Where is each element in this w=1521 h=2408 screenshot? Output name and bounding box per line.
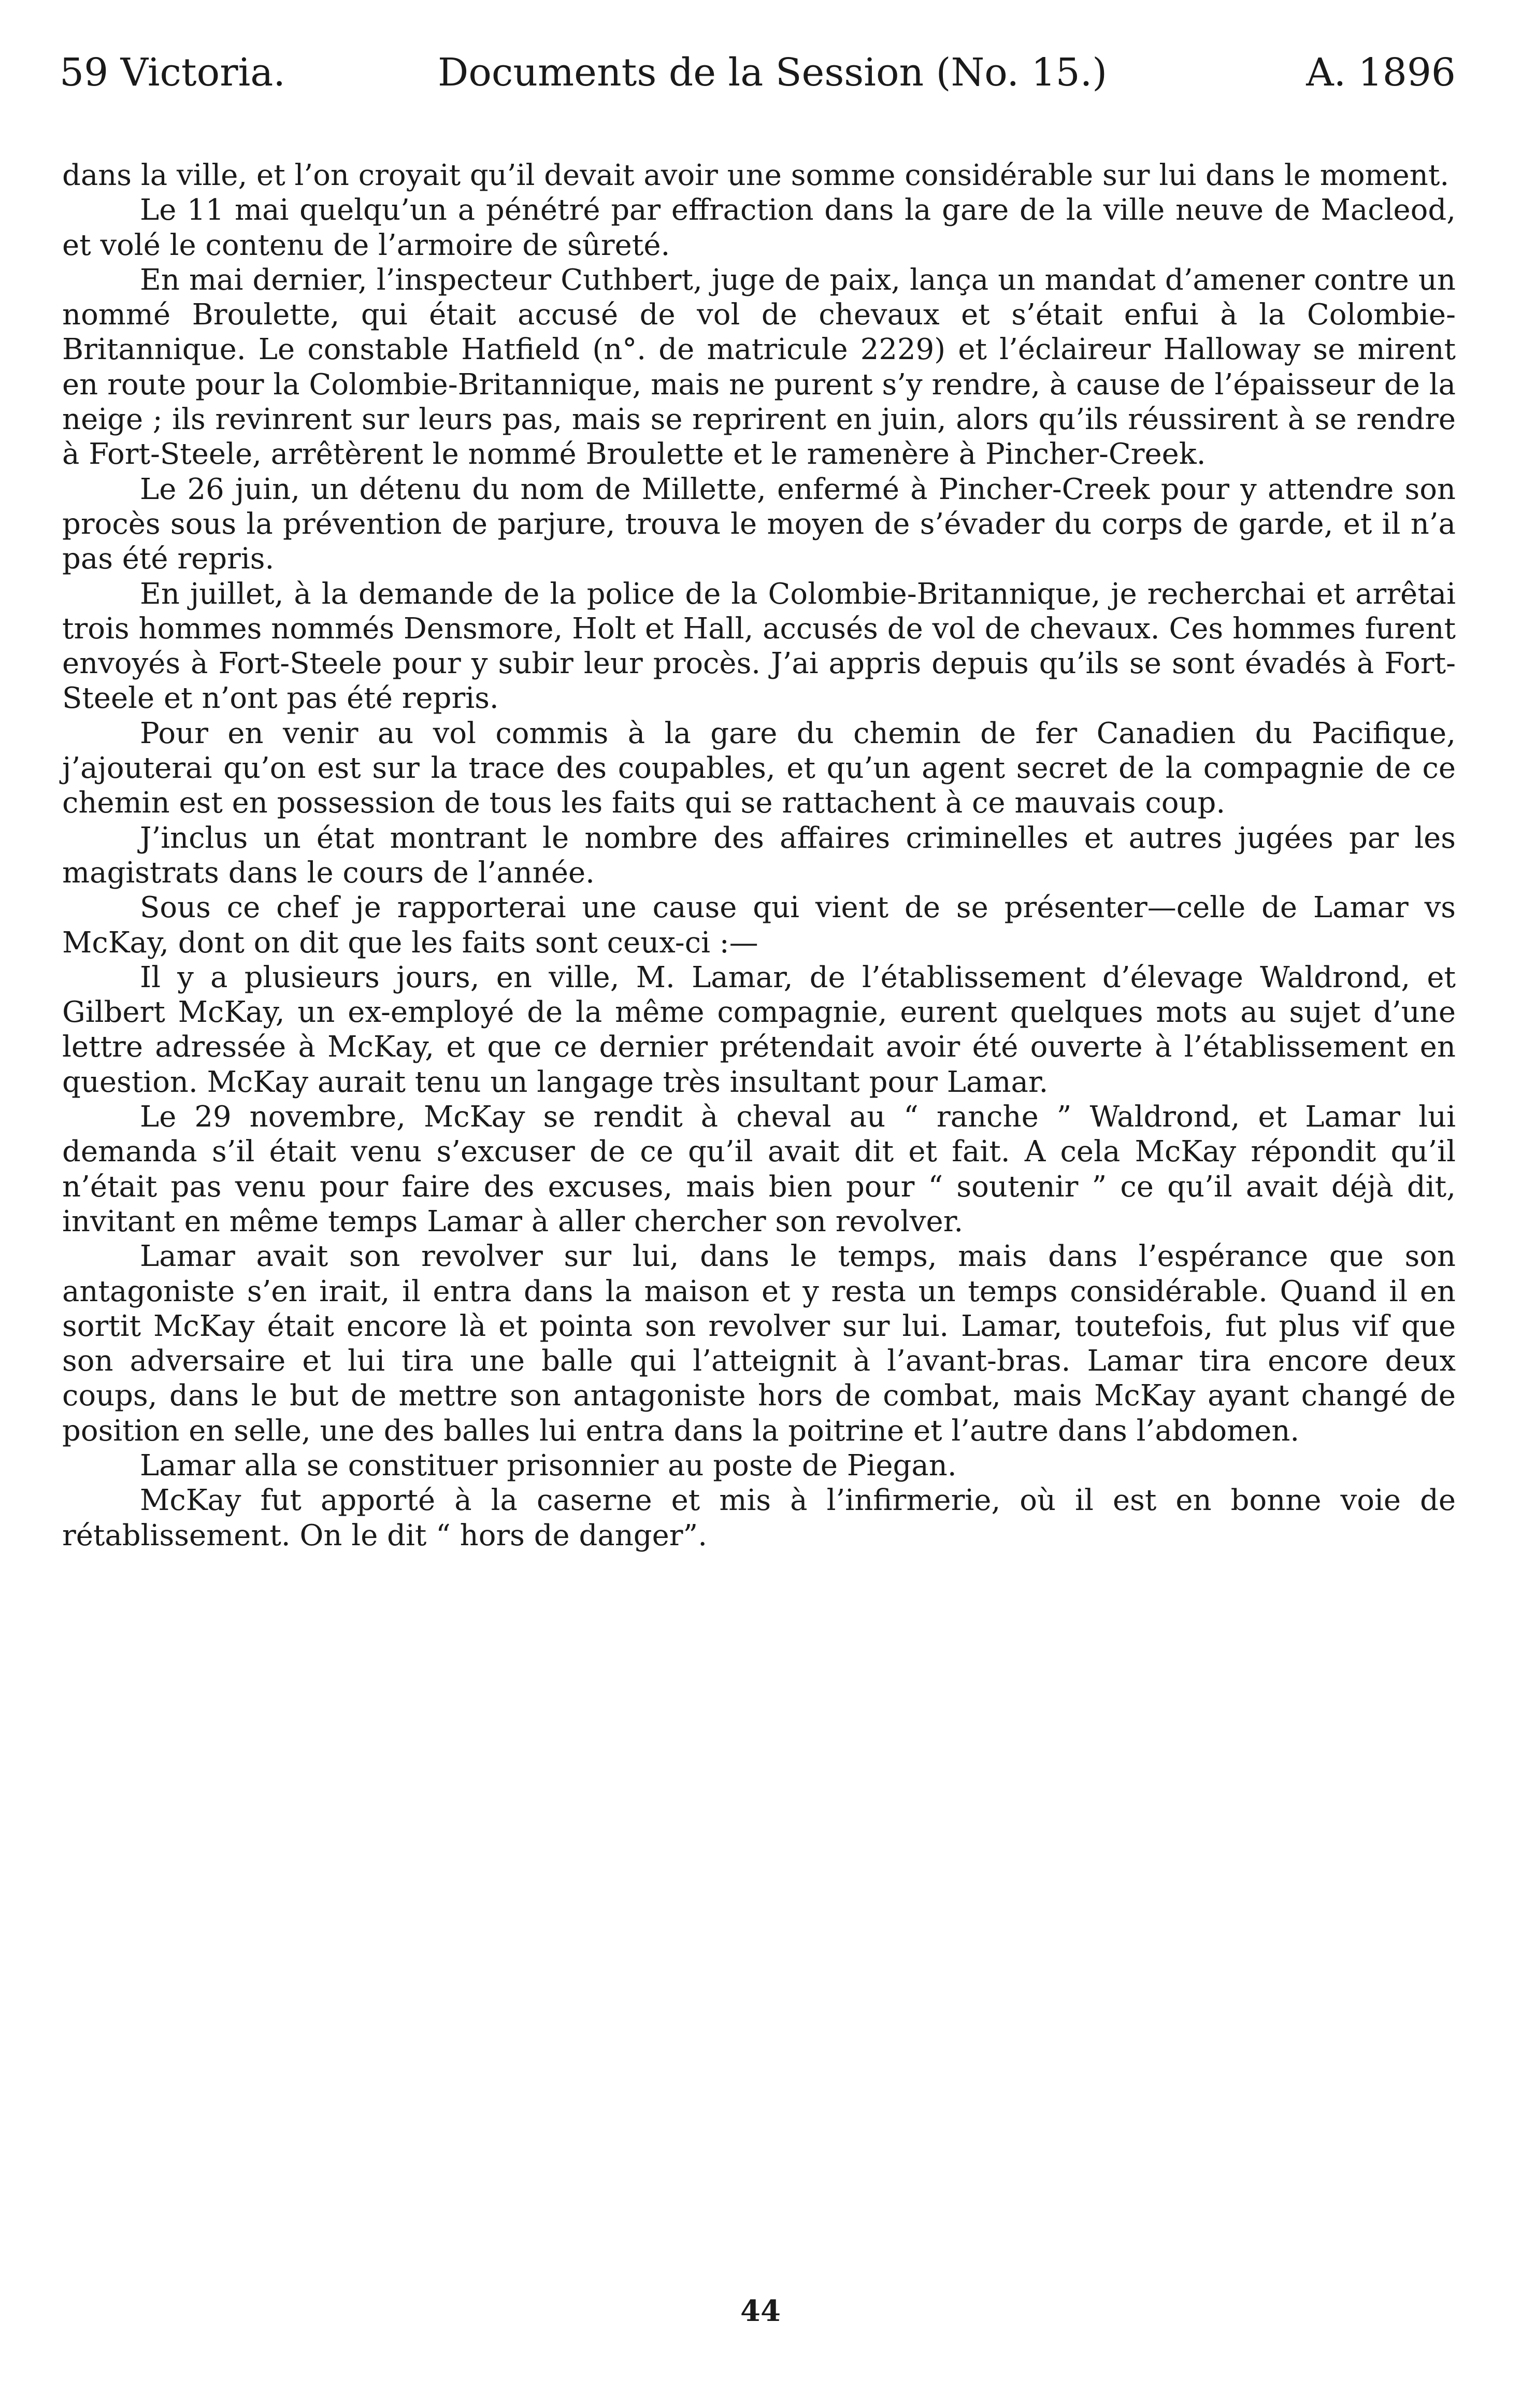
header-volume: 59 Victoria.	[60, 50, 285, 95]
paragraph-broulette: En mai dernier, l’inspecteur Cuthbert, juge de paix, lança un mandat d’amener contre un nommé Broulette, qui était accusé de vol de chevaux et s’était enfui à la Colombie-Britannique. Le constable Hatfield (n°. de matricule 2229) et l’éclaireur Halloway se mirent en route pour la Colombie-Britannique, mais ne purent s’y rendre, à cause de l’épaisseur de la neige ; ils revinrent sur leurs pas, mais se reprirent en juin, alors qu’ils réussirent à se rendre à Fort-Steele, arrêtèrent le nommé Broulette et le ramenère à Pincher-Creek.	[62, 263, 1456, 472]
paragraph-macleod-robbery: Le 11 mai quelqu’un a pénétré par effraction dans la gare de la ville neuve de Macleod, et volé le contenu de l’armoire de sûreté.	[62, 193, 1456, 262]
paragraph-surrender: Lamar alla se constituer prisonnier au poste de Piegan.	[140, 1448, 957, 1483]
paragraph-dispute: Il y a plusieurs jours, en ville, M. Lamar, de l’établissement d’élevage Waldrond, et Gilbert McKay, un ex-employé de la même compagnie, eurent quelques mots au sujet d’une lettre adressée à McKay, et que ce dernier prétendait avoir été ouverte à l’établissement en question. McKay aurait tenu un langage très insultant pour Lamar.	[62, 960, 1456, 1099]
header-title: Documents de la Session (No. 15.)	[438, 50, 1108, 95]
paragraph-shooting: Lamar avait son revolver sur lui, dans le temps, mais dans l’espérance que son antagoniste s’en irait, il entra dans la maison et y resta un temps considérable. Quand il en sortit McKay était encore là et pointa son revolver sur lui. Lamar, toutefois, fut plus vif que son adversaire et lui tira une balle qui l’atteignit à l’avant-bras. Lamar tira encore deux coups, dans le but de mettre son antagoniste hors de combat, mais McKay ayant changé de position en selle, une des balles lui entra dans la poitrine et l’autre dans l’abdomen.	[62, 1239, 1456, 1448]
paragraph-november-29: Le 29 novembre, McKay se rendit à cheval au “ ranche ” Waldrond, et Lamar lui demanda s’il était venu s’excuser de ce qu’il avait dit et fait. A cela McKay répondit qu’il n’était pas venu pour faire des excuses, mais bien pour “ soutenir ” ce qu’il avait déjà dit, invitant en même temps Lamar à aller chercher son revolver.	[62, 1100, 1456, 1238]
paragraph-railway-theft: Pour en venir au vol commis à la gare du chemin de fer Canadien du Pacifique, j’ajouterai qu’on est sur la trace des coupables, et qu’un agent secret de la compagnie de ce chemin est en possession de tous les faits qui se rattachent à ce mauvais coup.	[62, 716, 1456, 820]
paragraph-statement: J’inclus un état montrant le nombre des affaires criminelles et autres jugées par les magistrats dans le cours de l’année.	[62, 821, 1456, 890]
page-number: 44	[740, 2294, 781, 2328]
header-year: A. 1896	[1306, 50, 1456, 95]
paragraph-recovery: McKay fut apporté à la caserne et mis à l’infirmerie, où il est en bonne voie de rétablissement. On le dit “ hors de danger”.	[62, 1484, 1456, 1552]
paragraph-lamar-mckay-intro: Sous ce chef je rapporterai une cause qui vient de se présenter—celle de Lamar vs McKay, dont on dit que les faits sont ceux-ci :—	[62, 891, 1456, 960]
body-text	[62, 158, 1456, 1553]
running-header	[60, 39, 1456, 106]
paragraph-millette: Le 26 juin, un détenu du nom de Millette, enfermé à Pincher-Creek pour y attendre son procès sous la prévention de parjure, trouva le moyen de s’évader du corps de garde, et il n’a pas été repris.	[62, 472, 1456, 576]
paragraph-densmore-holt-hall: En juillet, à la demande de la police de la Colombie-Britannique, je recherchai et arrêtai trois hommes nommés Densmore, Holt et Hall, accusés de vol de chevaux. Ces hommes furent envoyés à Fort-Steele pour y subir leur procès. J’ai appris depuis qu’ils se sont évadés à Fort-Steele et n’ont pas été repris.	[62, 577, 1456, 716]
paragraph-continuation: dans la ville, et l’on croyait qu’il devait avoir une somme considérable sur lui dans le moment.	[62, 159, 1450, 192]
